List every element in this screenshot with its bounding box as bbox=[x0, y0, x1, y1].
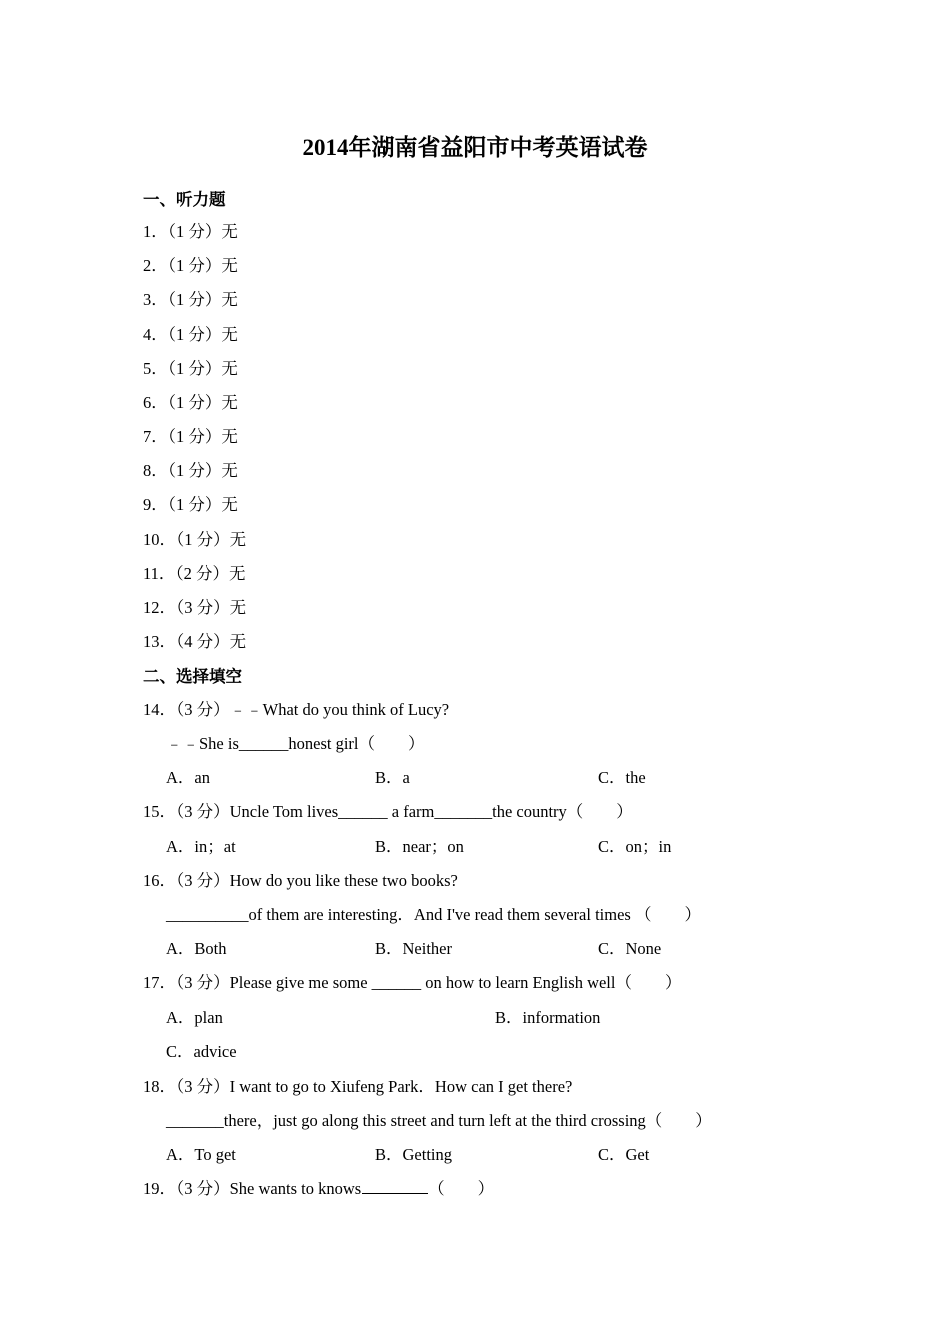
question-18-option-b: B．Getting bbox=[375, 1145, 452, 1164]
question-18-stem: 18．（3 分）I want to go to Xiufeng Park．How can I get there? bbox=[143, 1077, 573, 1096]
question-8: 8．（1 分）无 bbox=[143, 461, 238, 480]
question-4: 4．（1 分）无 bbox=[143, 325, 238, 344]
question-15-option-b: B．near；on bbox=[375, 837, 464, 856]
question-19-stem bbox=[143, 1177, 494, 1201]
question-10: 10．（1 分）无 bbox=[143, 530, 247, 549]
question-14-dialogue: ﹣﹣She is______honest girl（ ） bbox=[166, 734, 425, 753]
section-heading-multiple-choice: 二、选择填空 bbox=[143, 667, 242, 686]
question-12: 12．（3 分）无 bbox=[143, 598, 247, 617]
question-14-option-b: B．a bbox=[375, 768, 410, 787]
question-15-option-a: A．in；at bbox=[166, 837, 236, 856]
question-18-option-a: A．To get bbox=[166, 1145, 236, 1164]
question-15-option-c: C．on；in bbox=[598, 837, 672, 856]
question-5: 5．（1 分）无 bbox=[143, 359, 238, 378]
question-16-stem: 16．（3 分）How do you like these two books? bbox=[143, 871, 458, 890]
exam-title: 2014年湖南省益阳市中考英语试卷 bbox=[302, 135, 648, 160]
question-14-stem: 14．（3 分）﹣﹣What do you think of Lucy? bbox=[143, 700, 450, 719]
question-19-stem-text: 19．（3 分）She wants to knows bbox=[143, 1179, 362, 1198]
question-19-parentheses: （ ） bbox=[428, 1179, 495, 1198]
question-13: 13．（4 分）无 bbox=[143, 632, 247, 651]
question-18-dialogue: _______there，just go along this street and turn left at the third crossing（ ） bbox=[166, 1111, 712, 1130]
question-17-option-b: B．information bbox=[495, 1008, 601, 1027]
question-14-option-a: A．an bbox=[166, 768, 210, 787]
question-14-option-c: C．the bbox=[598, 768, 646, 787]
question-7: 7．（1 分）无 bbox=[143, 427, 238, 446]
question-17-option-a: A．plan bbox=[166, 1008, 223, 1027]
answer-blank bbox=[362, 1179, 428, 1194]
question-3: 3．（1 分）无 bbox=[143, 290, 238, 309]
question-18-option-c: C．Get bbox=[598, 1145, 650, 1164]
section-heading-listening: 一、听力题 bbox=[143, 190, 226, 209]
question-1: 1．（1 分）无 bbox=[143, 222, 238, 241]
question-11: 11．（2 分）无 bbox=[143, 564, 246, 583]
question-6: 6．（1 分）无 bbox=[143, 393, 238, 412]
question-17-option-c: C．advice bbox=[166, 1042, 237, 1061]
question-16-option-c: C．None bbox=[598, 939, 662, 958]
question-9: 9．（1 分）无 bbox=[143, 495, 238, 514]
question-2: 2．（1 分）无 bbox=[143, 256, 238, 275]
question-17-stem: 17．（3 分）Please give me some ______ on how to learn English well（ ） bbox=[143, 973, 682, 992]
question-16-dialogue: __________of them are interesting．And I've read them several times （ ） bbox=[166, 905, 701, 924]
question-16-option-a: A．Both bbox=[166, 939, 227, 958]
question-16-option-b: B．Neither bbox=[375, 939, 452, 958]
question-15-stem: 15．（3 分）Uncle Tom lives______ a farm_______the country（ ） bbox=[143, 802, 633, 821]
